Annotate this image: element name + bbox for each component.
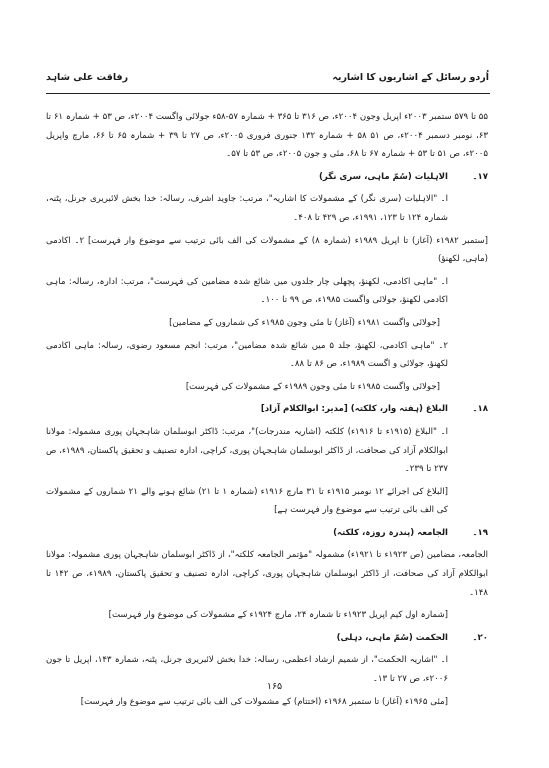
entry-note: [ستمبر ۱۹۸۲ء (آغاز) تا اپریل ۱۹۸۹ء (شمارہ ۸) کے مشمولات کی الف بائی ترتیب سے موضوع وار فہرست] ۲۔ اکادمی (ماہی، لکھنؤ)	[46, 235, 488, 265]
entry-18	[46, 400, 488, 419]
entry-number: ۱۸۔	[472, 404, 488, 415]
running-title: اُردو رسائل کے اشاریوں کا اشاریہ	[332, 72, 489, 83]
entry-note: [البلاغ کی اجرائے ۱۲ نومبر ۱۹۱۵ء تا ۳۱ مارچ ۱۹۱۶ء (شمارہ ۱ تا ۲۱) شائع ہونے والے ۲۱ شماروں کے مشمولات کی الف بائی ترتیب سے موضوع وار فہرست ہے]	[46, 486, 448, 516]
continued-line-1: ۵۵ تا ۵۷۹ ستمبر ۲۰۰۳ء اپریل وجون ۲۰۰۴ء، ص ۳۱۶ تا ۳۶۵ + شمارہ ۵۷-۵۸ء جولائی واگست ۲۰۰۴ء، ص ۵۳ + شمارہ ۶۱ تا ۶۳، نومبر دسمبر ۲۰۰۴ء، ص ۵۱	[46, 112, 489, 141]
page-number: ۱۶۵	[266, 681, 283, 692]
entry-heading: الحکمت (سُمّ ماہی، دہلی)	[336, 632, 448, 643]
entry-17	[46, 168, 488, 187]
continued-line-2: ۵۸ + شمارہ ۱۳۲ جنوری فروری ۲۰۰۵ء، ص ۲۷ تا ۳۹ + شمارہ ۶۵ تا ۶۶، مارچ واپریل ۲۰۰۵ء، ص ۵۱ تا ۵۳ + شمارہ ۶۷ تا ۶۸، مئی و	[46, 130, 488, 160]
entry-heading: الاہلیات (سُمّ ماہی، سری نگر)	[318, 171, 448, 182]
entry-note: [مئی ۱۹۶۵ء (آغاز) تا ستمبر ۱۹۶۸ء (اختتام) کے مشمولات کی الف بائی ترتیب سے موضوع وار فہرست]	[80, 696, 448, 707]
running-author: رفاقت علی شاہد	[46, 72, 129, 83]
entry-20	[46, 629, 488, 648]
entry-heading: البلاغ (ہفتہ وار، کلکتہ) [مدیر: ابوالکلام آزاد]	[260, 404, 448, 415]
entry-item: ا۔ "اشاریہ الحکمت"، از شمیم ارشاد اعظمی، رسالہ: خدا بخش لائبریری جرنل، پٹنہ، شمارہ ۱۴۳، اپریل تا جون ۲۰۰۶ء، ص ۲۷ تا ۱۳۔	[46, 655, 448, 685]
entry-item: ا۔ "الاہلیات (سری نگر) کے مشمولات کا اشاریہ"، مرتب: جاوید اشرف، رسالہ: خدا بخش لائبریری جرنل، پٹنہ، شمارہ ۱۲۴ تا ۱۲۳، ۱۹۹۱ء، ص ۴۲۹ تا ۴۰۸۔	[46, 194, 448, 223]
entry-item: ا۔ "ماہی اکادمی، لکھنؤ، پچھلی چار جلدوں میں شائع شدہ مضامین کی فہرست"، مرتب: ادارہ، رسالہ: ماہی اکادمی لکھنؤ، جولائی واگست ۱۹۸۵ء، ص ۹۹ تا ۱۰۰۔	[46, 276, 448, 306]
entry-item: ۲۔ "ماہی اکادمی، لکھنؤ، جلد ۵ میں شائع شدہ مضامین"، مرتب: انجم مسعود رضوی، رسالہ: ماہی اکادمی لکھنؤ، جولائی و اگست ۱۹۸۹ء، ص ۸۶ تا ۸۸۔	[46, 340, 448, 370]
entry-number: ۱۷۔	[472, 171, 488, 182]
entry-19	[46, 524, 488, 543]
header-rule	[46, 93, 490, 94]
entry-note: [شمارہ اول کیم اپریل ۱۹۲۳ء تا شمارہ ۲۴، مارچ ۱۹۲۴ء کے مشمولات کی موضوع وار فہرست]	[108, 610, 448, 621]
entry-number: ۱۹۔	[472, 527, 488, 538]
entry-note: [جولائی واگست ۱۹۸۱ء (آغاز) تا مئی وجون ۱۹۸۵ء کی شماروں کے مضامین]	[169, 317, 440, 328]
entry-heading: الجامعہ (پندرہ روزہ، کلکتہ)	[333, 527, 448, 538]
entry-item: ا۔ "البلاغ (۱۹۱۵ء تا ۱۹۱۶ء) کلکتہ (اشاریہ مندرجات)"، مرتب: ڈاکٹر ابوسلمان شاہجہان پوری مشمولہ: مولانا ابوالکلام آزاد کی صحافت، از ڈاکٹر ابوسلمان شاہجہان پوری، کراچی، ادارہ تصنیف و تحقیق پاکستان، ۱۹۸۹ء، ص ۲۳۷ تا ۲۳۹۔	[46, 426, 448, 475]
entry-number: ۲۰۔	[472, 632, 488, 643]
running-header	[46, 72, 489, 88]
page-body	[46, 108, 488, 715]
entry-item: الجامعہ، مضامین (ص ۱۹۲۳ء تا ۱۹۲۱ء) مشمولہ "مؤتمر الجامعہ کلکتہ"، از ڈاکٹر ابوسلمان شاہجہان پوری مشمولہ: مولانا ابوالکلام آزاد کی صحافت، از ڈاکٹر ابوسلمان شاہجہان پوری، کراچی، ادارہ تصنیف و تحقیق پاکستان، ۱۹۸۹ء، ص ۱۴۲ تا ۱۴۸۔	[46, 550, 488, 598]
continued-line-3: جون ۲۰۰۵ء، ص ۵۳ تا ۵۷۔	[226, 149, 321, 160]
entry-note: [جولائی واگست ۱۹۸۵ء تا مئی وجون ۱۹۸۹ء کے مشمولات کی فہرست]	[185, 381, 440, 392]
continued-entry	[46, 108, 488, 164]
